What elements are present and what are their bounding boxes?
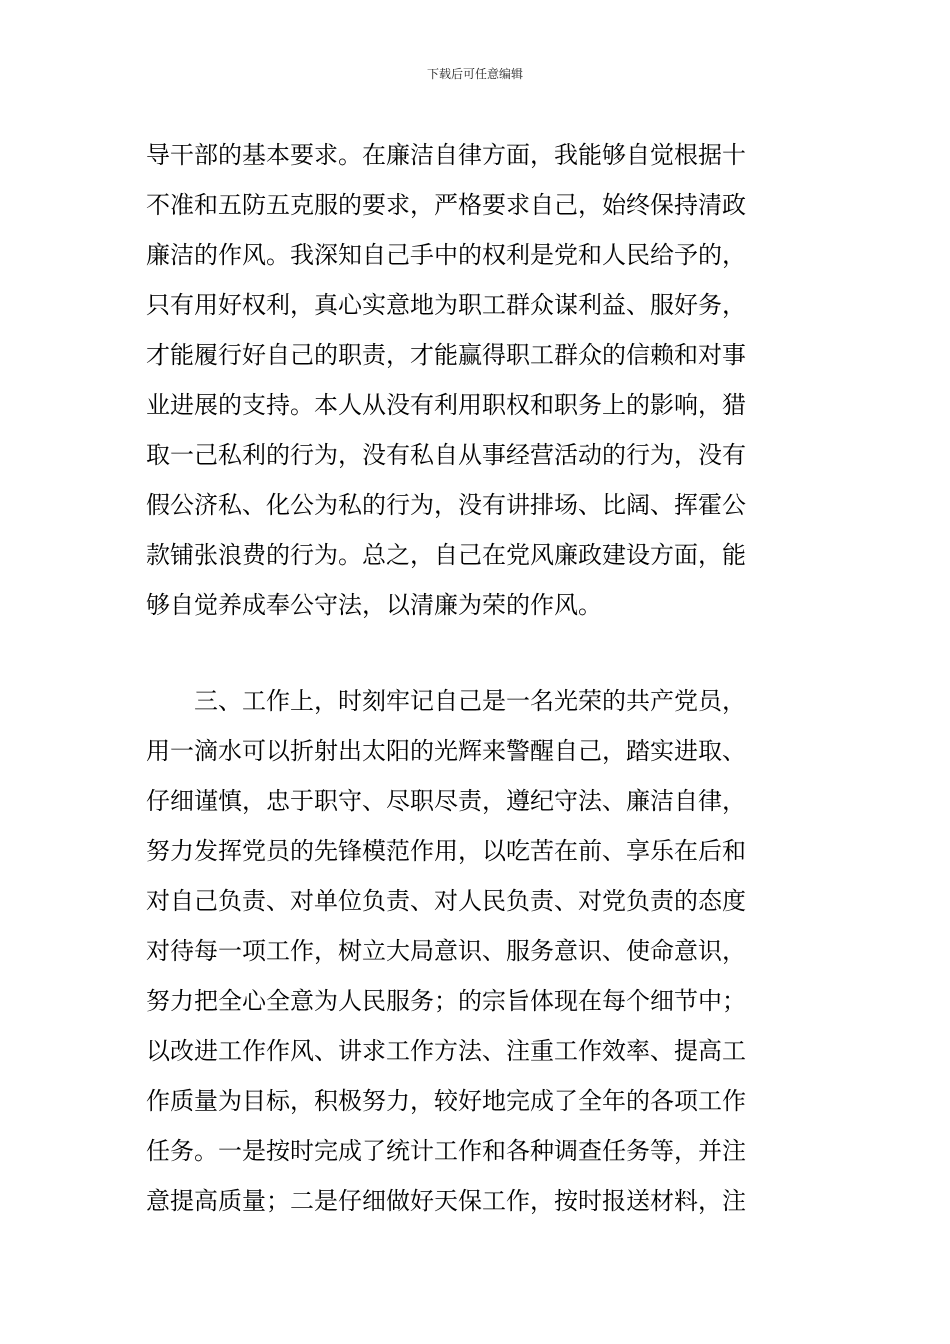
text-line: 任务。一是按时完成了统计工作和各种调查任务等，并注 <box>146 1137 746 1165</box>
text-line: 才能履行好自己的职责，才能赢得职工群众的信赖和对事 <box>146 341 746 369</box>
text-line: 不准和五防五克服的要求，严格要求自己，始终保持清政 <box>146 191 746 219</box>
text-line: 假公济私、化公为私的行为，没有讲排场、比阔、挥霍公 <box>146 491 746 519</box>
text-line: 努力发挥党员的先锋模范作用，以吃苦在前、享乐在后和 <box>146 837 746 865</box>
text-line: 用一滴水可以折射出太阳的光辉来警醒自己，踏实进取、 <box>146 737 746 765</box>
paragraph-1 <box>146 130 810 630</box>
text-line: 只有用好权利，真心实意地为职工群众谋利益、服好务， <box>146 291 746 319</box>
paragraph-2 <box>146 676 810 1226</box>
header-note: 下载后可任意编辑 <box>426 67 523 81</box>
document-body <box>146 130 810 1226</box>
paragraph-spacer <box>146 630 810 676</box>
text-line: 意提高质量；二是仔细做好天保工作，按时报送材料，注 <box>146 1187 746 1215</box>
text-line: 对自己负责、对单位负责、对人民负责、对党负责的态度 <box>146 887 746 915</box>
text-line: 业进展的支持。本人从没有利用职权和职务上的影响，猎 <box>146 391 746 419</box>
text-line: 作质量为目标，积极努力，较好地完成了全年的各项工作 <box>146 1087 746 1115</box>
text-line: 够自觉养成奉公守法，以清廉为荣的作风。 <box>146 591 602 619</box>
text-line: 努力把全心全意为人民服务；的宗旨体现在每个细节中； <box>146 987 746 1015</box>
text-line: 取一己私利的行为，没有私自从事经营活动的行为，没有 <box>146 441 746 469</box>
text-line: 款铺张浪费的行为。总之，自己在党风廉政建设方面，能 <box>146 541 746 569</box>
text-line: 导干部的基本要求。在廉洁自律方面，我能够自觉根据十 <box>146 141 746 169</box>
text-line: 对待每一项工作，树立大局意识、服务意识、使命意识， <box>146 937 746 965</box>
text-line: 廉洁的作风。我深知自己手中的权利是党和人民给予的， <box>146 241 746 269</box>
text-line: 仔细谨慎，忠于职守、尽职尽责，遵纪守法、廉洁自律， <box>146 787 746 815</box>
text-line-first: 三、工作上，时刻牢记自己是一名光荣的共产党员， <box>194 687 746 715</box>
text-line: 以改进工作作风、讲求工作方法、注重工作效率、提高工 <box>146 1037 746 1065</box>
